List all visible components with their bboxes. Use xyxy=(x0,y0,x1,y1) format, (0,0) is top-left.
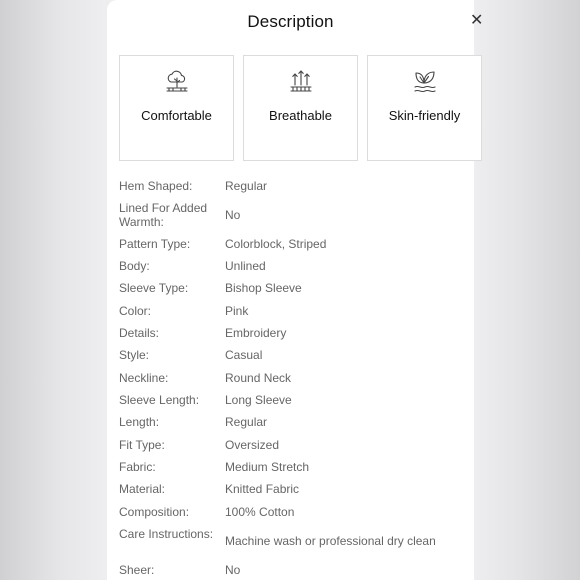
spec-key: Sheer: xyxy=(119,563,155,577)
spec-value: Bishop Sleeve xyxy=(225,281,302,295)
feature-card-skin-friendly xyxy=(367,55,482,161)
spec-value: Machine wash or professional dry clean xyxy=(225,534,436,548)
spec-key: Care Instructions: xyxy=(119,527,214,541)
spec-key: Sleeve Length: xyxy=(119,393,200,407)
spec-value: Regular xyxy=(225,179,268,193)
spec-value: Oversized xyxy=(225,438,280,452)
sheet-title: Description xyxy=(247,12,334,31)
spec-value: Medium Stretch xyxy=(225,460,310,474)
spec-key: Body: xyxy=(119,259,150,273)
spec-key: Lined For Added Warmth: xyxy=(119,201,208,229)
feature-label: Breathable xyxy=(269,108,332,123)
close-icon[interactable]: ✕ xyxy=(470,12,484,29)
description-sheet xyxy=(107,0,484,580)
spec-key: Fabric: xyxy=(119,460,156,474)
spec-key: Material: xyxy=(119,482,166,496)
sheet-header xyxy=(107,0,484,44)
spec-value: Knitted Fabric xyxy=(225,482,300,496)
spec-key: Style: xyxy=(119,348,150,362)
spec-value: Colorblock, Striped xyxy=(225,237,327,251)
spec-value: Casual xyxy=(225,348,263,362)
spec-value: Unlined xyxy=(225,259,266,273)
spec-value: No xyxy=(225,563,241,577)
spec-key: Pattern Type: xyxy=(119,237,191,251)
spec-value: Regular xyxy=(225,415,268,429)
feature-card-breathable xyxy=(243,55,358,161)
feature-label: Skin-friendly xyxy=(388,108,461,123)
spec-key: Length: xyxy=(119,415,160,429)
spec-key: Sleeve Type: xyxy=(119,281,189,295)
spec-key: Neckline: xyxy=(119,371,169,385)
spec-value: No xyxy=(225,208,241,222)
spec-key: Composition: xyxy=(119,505,190,519)
spec-key: Hem Shaped: xyxy=(119,179,193,193)
feature-cards xyxy=(119,55,479,161)
spec-value: 100% Cotton xyxy=(225,505,295,519)
feature-label: Comfortable xyxy=(141,108,212,123)
cloud-icon xyxy=(120,68,233,96)
feature-card-comfortable xyxy=(119,55,234,161)
spec-value: Round Neck xyxy=(225,371,292,385)
spec-value: Long Sleeve xyxy=(225,393,292,407)
leaf-icon xyxy=(368,68,481,96)
spec-key: Fit Type: xyxy=(119,438,165,452)
arrows-up-icon xyxy=(244,68,357,96)
spec-key: Color: xyxy=(119,304,152,318)
spec-value: Embroidery xyxy=(225,326,287,340)
spec-value: Pink xyxy=(225,304,249,318)
spec-key: Details: xyxy=(119,326,160,340)
